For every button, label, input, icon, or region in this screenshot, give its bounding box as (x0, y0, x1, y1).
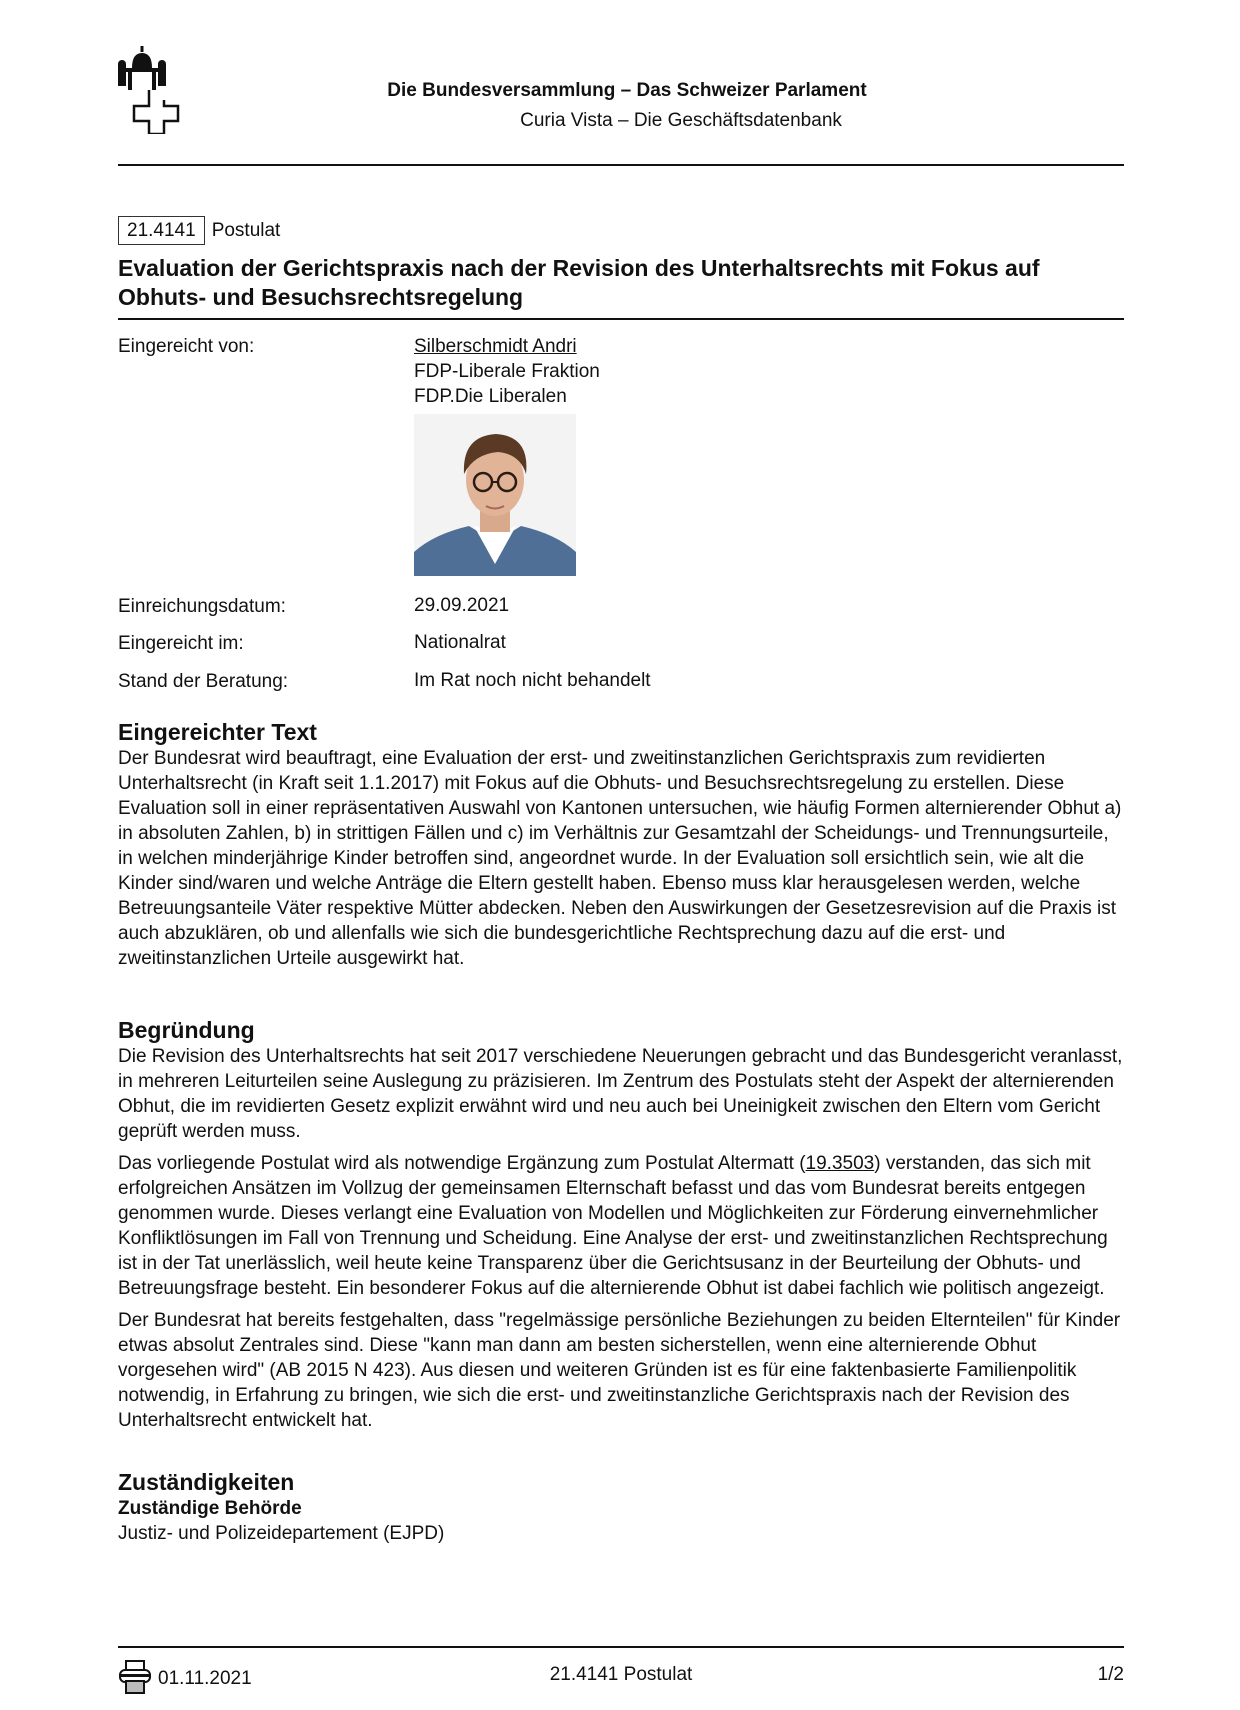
date-label: Einreichungsdatum: (118, 596, 286, 617)
header-subtitle: Curia Vista – Die Geschäftsdatenbank (520, 110, 842, 131)
title-divider (118, 318, 1124, 320)
date-value: 29.09.2021 (414, 595, 510, 616)
header-title: Die Bundesversammlung – Das Schweizer Parlament (387, 80, 867, 101)
council-label: Eingereicht im: (118, 633, 244, 654)
justification-paragraph-3: Der Bundesrat hat bereits festgehalten, dass "regelmässige persönliche Beziehungen zu beiden Elternteilen" für Kinder etwas absolut Zentrales sind. Diese "kann man dann am besten sicherstellen, wenn eine alternierende Obhut vorgesehen wird" (AB 2015 N 423). Aus diesen und weiteren Gründen ist es für eine faktenbasierte Familienpolitik notwendig, in Erfahrung zu bringen, wie sich die erst- und zweitinstanzliche Gerichtspraxis nach der Revision des Unterhaltsrecht entwickelt hat. (118, 1310, 1121, 1431)
responsible-authority-value: Justiz- und Polizeidepartement (EJPD) (118, 1523, 445, 1544)
status-value: Im Rat noch nicht behandelt (414, 670, 651, 691)
responsible-authority-subheading: Zuständige Behörde (118, 1498, 302, 1519)
paragraph-text: Das vorliegende Postulat wird als notwendige Ergänzung zum Postulat Altermatt ( (118, 1153, 806, 1174)
justification-heading: Begründung (118, 1017, 255, 1043)
related-business-link[interactable]: 19.3503 (805, 1153, 875, 1174)
responsibilities-heading: Zuständigkeiten (118, 1469, 295, 1495)
justification-section (118, 1016, 1124, 1440)
business-title: Evaluation der Gerichtspraxis nach der Revision des Unterhaltsrechts mit Fokus auf Obhuts- und Besuchsrechtsregelung (118, 255, 1040, 310)
submitter-party: FDP.Die Liberalen (414, 386, 567, 407)
responsibilities-section (118, 1468, 1124, 1553)
business-number: 21.4141 (118, 216, 205, 245)
submitter-name-link[interactable]: Silberschmidt Andri (414, 336, 577, 357)
submitter-portrait-photo (414, 414, 576, 576)
submitter-group: FDP-Liberale Fraktion (414, 361, 600, 382)
business-id-row (118, 216, 280, 245)
council-value: Nationalrat (414, 632, 506, 653)
header-divider (118, 164, 1124, 166)
justification-paragraph-1: Die Revision des Unterhaltsrechts hat seit 2017 verschiedene Neuerungen gebracht und das Bundesgericht veranlasst, in mehreren Leiturteilen seine Auslegung zu präzisieren. Im Zentrum des Postulats steht der Aspekt der alternierenden Obhut, die im revidierten Gesetz explizit erwähnt wird und neu auch bei Uneinigkeit zwischen den Eltern vom Gericht geprüft werden muss. (118, 1046, 1123, 1142)
status-label: Stand der Beratung: (118, 671, 289, 692)
submitted-text-heading: Eingereichter Text (118, 719, 317, 745)
page-number: 1/2 (1097, 1664, 1124, 1685)
footer-divider (118, 1646, 1124, 1648)
submitted-by-label: Eingereicht von: (118, 336, 255, 357)
print-date: 01.11.2021 (158, 1668, 252, 1689)
paragraph-text: ) verstanden, das sich mit erfolgreichen Ansätzen im Vollzug der gemeinsamen Elternschaft befasst und das vom Bundesrat bereits entgegen genommen wurde. Dieses verlangt eine Evaluation von Modellen und Möglichkeiten zur Förderung einvernehmlicher Konfliktlösungen im Fall von Trennung und Scheidung. Eine Analyse der erst- und zweitinstanzlichen Rechtsprechung ist in der Tat unerlässlich, weil heute keine Transparenz über die Gerichtsusanz in der Beurteilung der Obhuts- und Betreuungsfrage besteht. Ein besonderer Fokus auf die alternierende Obhut ist dabei fachlich wie politisch angezeigt. (118, 1153, 1108, 1299)
submitted-text-body: Der Bundesrat wird beauftragt, eine Evaluation der erst- und zweitinstanzlichen Gerichtspraxis zum revidierten Unterhaltsrecht (in Kraft seit 1.1.2017) mit Fokus auf die Obhuts- und Besuchsrechtsregelung zu erstellen. Diese Evaluation soll in einer repräsentativen Auswahl von Kantonen untersuchen, wie häufig Formen alternierender Obhut a) in absoluten Zahlen, b) in strittigen Fällen und c) im Verhältnis zur Gesamtzahl der Scheidungs- und Trennungsurteile, in welchen minderjährige Kinder betroffen sind, angeordnet wurde. In der Evaluation soll ersichtlich sein, wie alt die Kinder sind/waren und welche Anträge die Eltern gestellt haben. Ebenso muss klar herausgelesen werden, welche Betreuungsanteile Väter respektive Mütter abdecken. Neben den Auswirkungen der Gesetzesrevision auf die Praxis ist auch abzuklären, ob und allenfalls wie sich die bundesgerichtliche Rechtsprechung dazu auf die erst- und zweitinstanzlichen Urteile ausgewirkt hat. (118, 748, 1122, 969)
submitted-text-section (118, 718, 1124, 978)
footer-business-ref: 21.4141 Postulat (549, 1664, 693, 1685)
business-type: Postulat (211, 219, 281, 241)
justification-paragraph-2 (118, 1151, 1124, 1301)
